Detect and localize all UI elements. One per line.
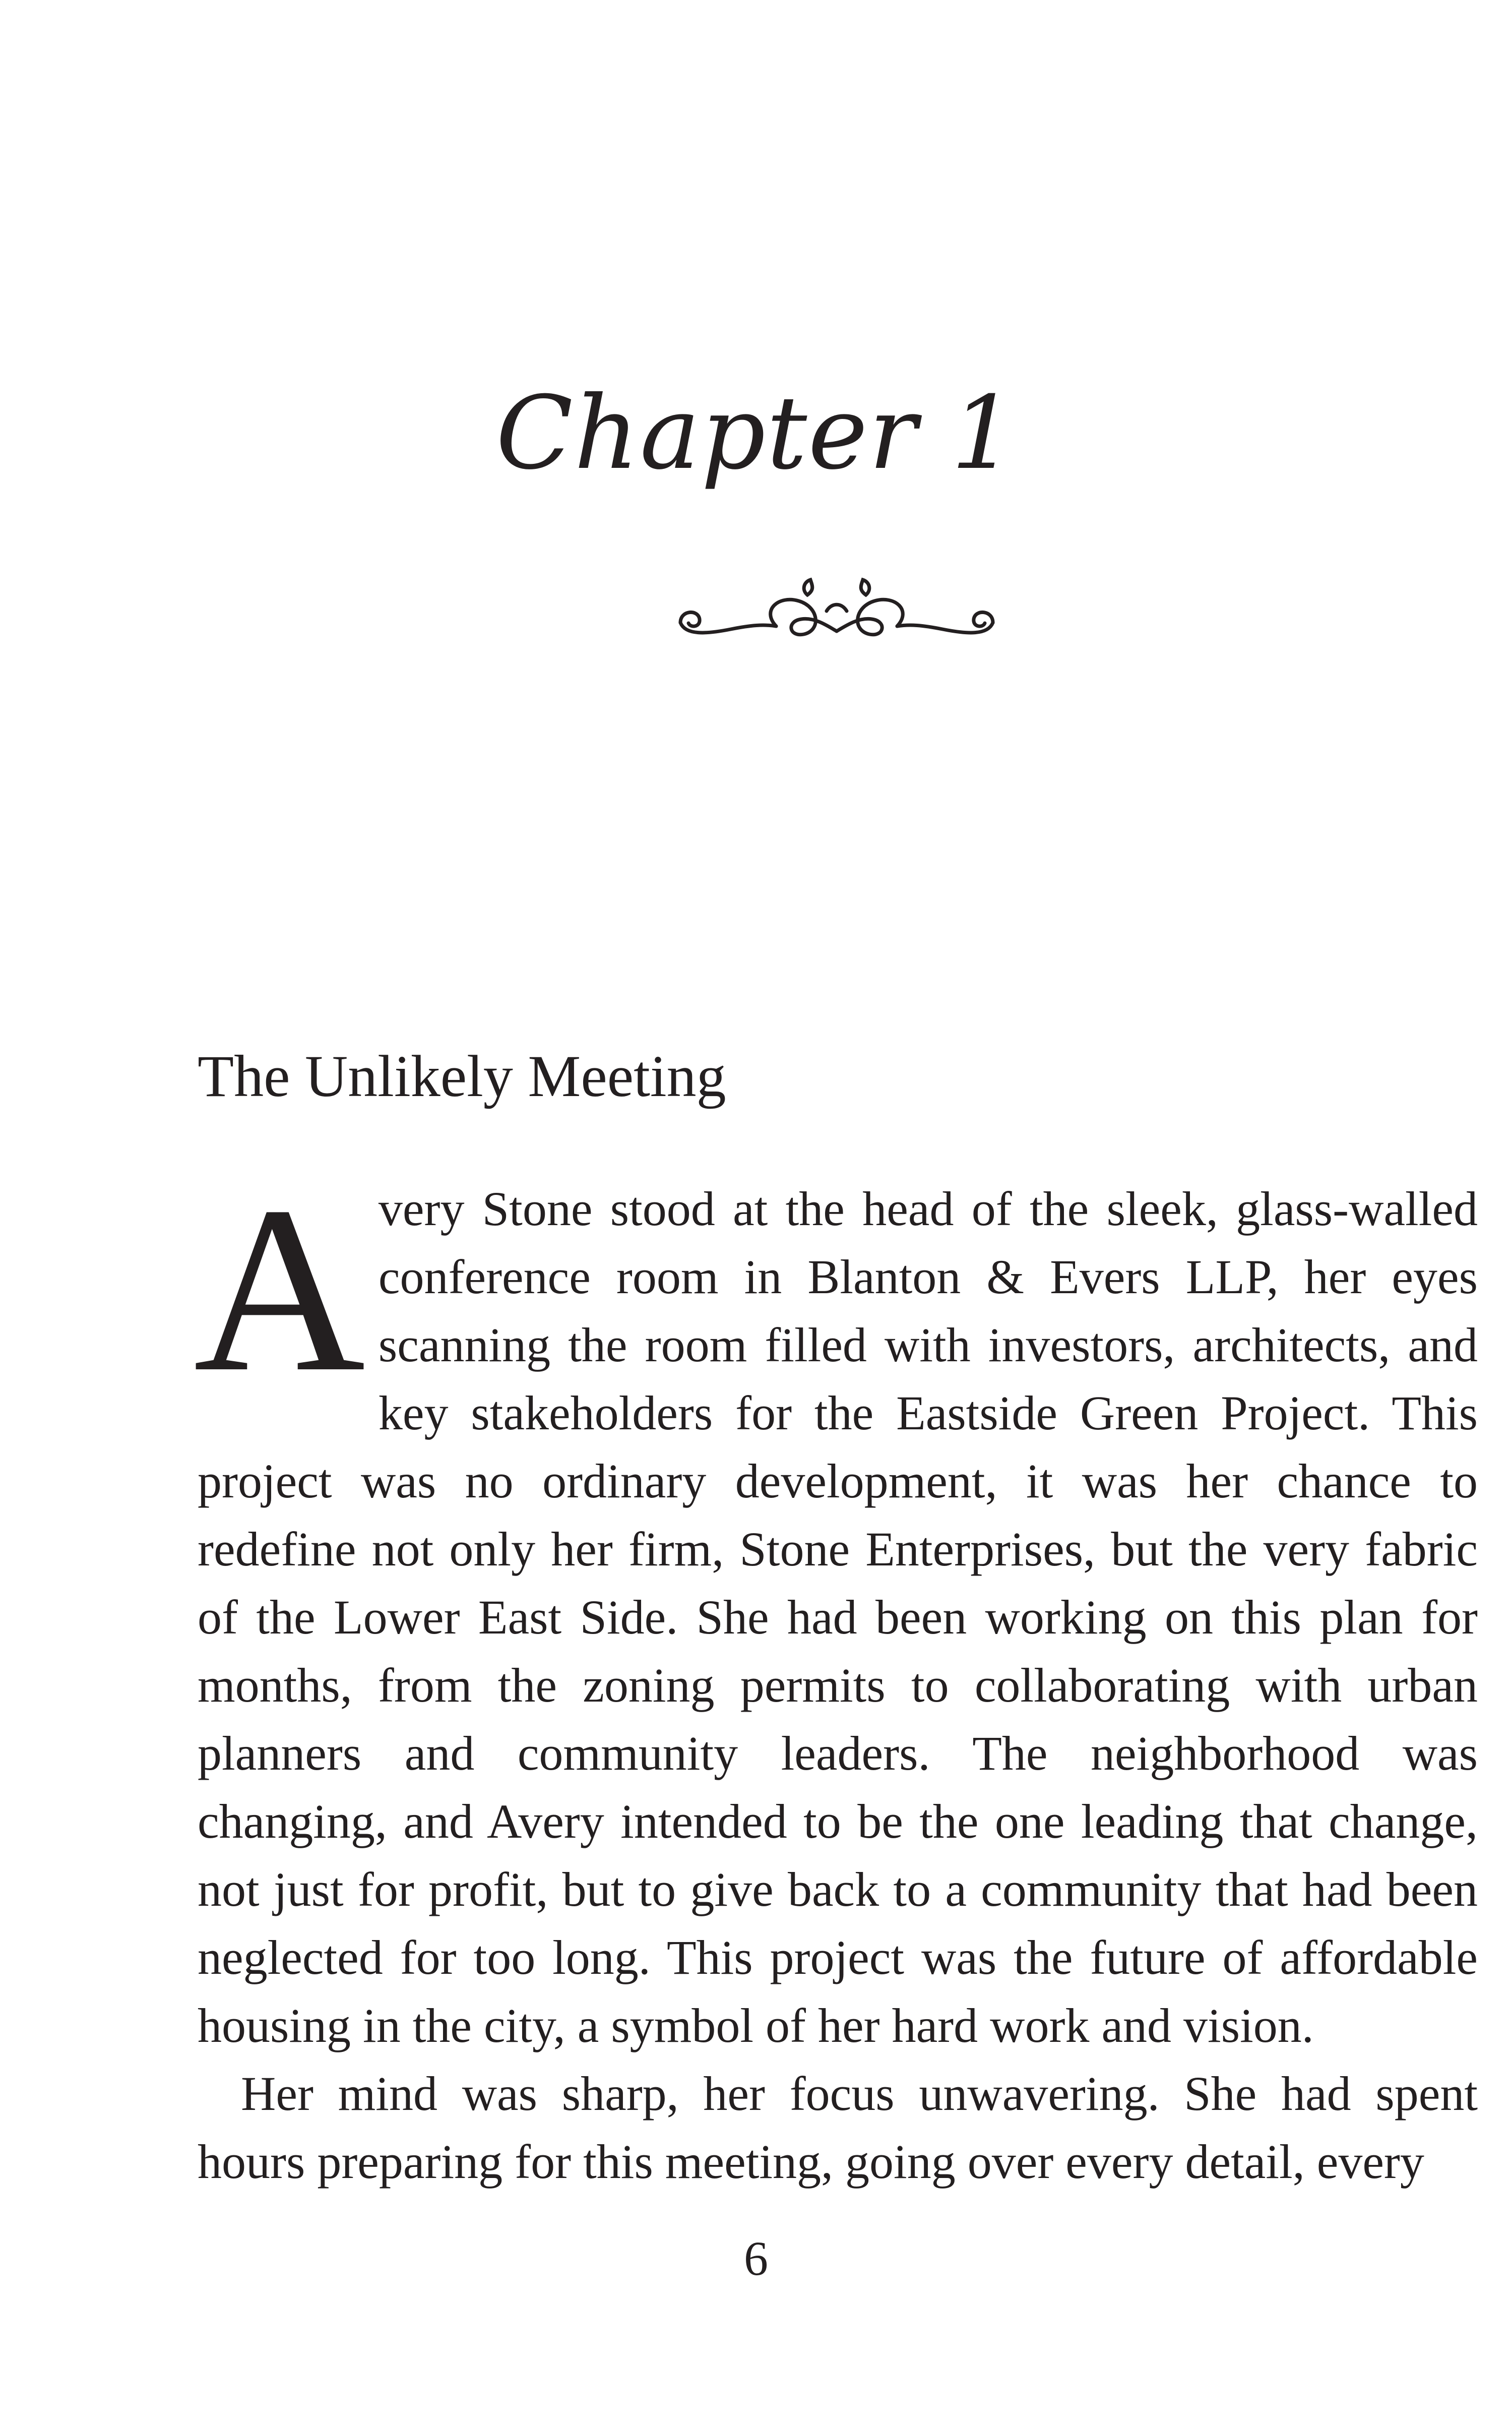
paragraph-1 xyxy=(194,1158,1478,2060)
paragraph-1-text: very Stone stood at the head of the sleek, glass-walled conference room in Blanton & Evers LLP, her eyes scanning the room filled with investors, architects, and key stakeholders for the Eastside Green Project. This project was no ordinary development, it was her chance to redefine not only her firm, Stone Enterprises, but the very fabric of the Lower East Side. She had been working on this plan for months, from the zoning permits to collaborating with urban planners and community leaders. The neighborhood was changing, and Avery intended to be the one leading that change, not just for profit, but to give back to a community that had been neglected for too long. This project was the future of affordable housing in the city, a symbol of her hard work and vision. xyxy=(198,1182,1478,2052)
paragraph-2: Her mind was sharp, her focus unwavering. She had spent hours preparing for this meeting, going over every detail, every xyxy=(198,2067,1478,2189)
flourish-ornament-icon xyxy=(675,575,998,660)
drop-cap: A xyxy=(194,1158,365,1421)
page-number: 6 xyxy=(744,2231,768,2285)
chapter-title: Chapter 1 xyxy=(495,375,1017,492)
section-title: The Unlikely Meeting xyxy=(198,1043,726,1109)
body-text xyxy=(194,1158,1478,2196)
